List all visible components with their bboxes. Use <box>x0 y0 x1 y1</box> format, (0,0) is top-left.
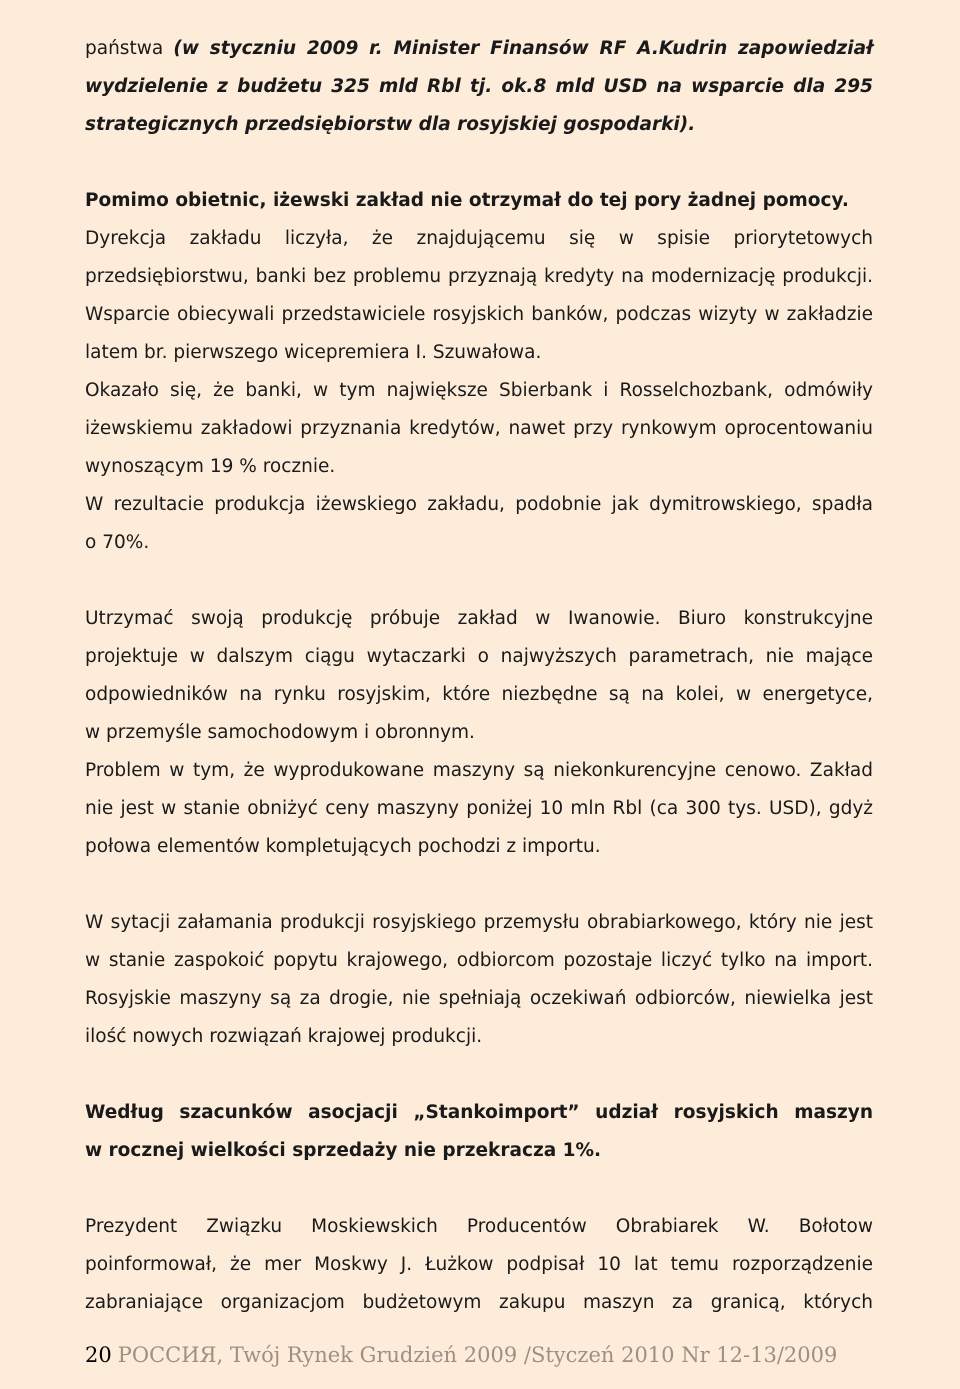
text-line: odpowiedników na rynku rosyjskim, które niezbędne są na kolei, w energetyce, <box>85 684 873 705</box>
text-line-bold: Pomimo obietnic, iżewski zakład nie otrzymał do tej pory żadnej pomocy. <box>85 190 849 211</box>
text-line: przedsiębiorstwu, banki bez problemu przyznają kredyty na modernizację produkcji. <box>85 266 873 287</box>
text-line: nie jest w stanie obniżyć ceny maszyny poniżej 10 mln Rbl (ca 300 tys. USD), gdyż <box>85 798 873 819</box>
document-body <box>85 30 873 1322</box>
paragraph-2 <box>85 182 873 562</box>
text-line: Rosyjskie maszyny są za drogie, nie spełniają oczekiwań odbiorców, niewielka jest <box>85 988 873 1009</box>
text-line: Prezydent Związku Moskiewskich Producentów Obrabiarek W. Bołotow <box>85 1216 873 1237</box>
paragraph-4 <box>85 904 873 1056</box>
text-line: zabraniające organizacjom budżetowym zakupu maszyn za granicą, których <box>85 1292 873 1313</box>
text-line: ilość nowych rozwiązań krajowej produkcji. <box>85 1026 483 1047</box>
text-line: strategicznych przedsiębiorstw dla rosyjskiej gospodarki). <box>85 114 696 135</box>
paragraph-3 <box>85 600 873 866</box>
text-line: projektuje w dalszym ciągu wytaczarki o najwyższych parametrach, nie mające <box>85 646 873 667</box>
text-span-bold-italic: (w styczniu 2009 r. Minister Finansów RF A.Kudrin zapowiedział <box>173 38 873 59</box>
text-line: połowa elementów kompletujących pochodzi z importu. <box>85 836 601 857</box>
text-line: W rezultacie produkcja iżewskiego zakładu, podobnie jak dymitrowskiego, spadła <box>85 494 873 515</box>
publication-title: РОССИЯ, Twój Rynek Grudzień 2009 /Styczeń 2010 Nr 12-13/2009 <box>117 1343 838 1367</box>
text-line-bold: Według szacunków asocjacji „Stankoimport” udział rosyjskich maszyn <box>85 1102 873 1123</box>
text-line: Okazało się, że banki, w tym największe Sbierbank i Rosselchozbank, odmówiły <box>85 380 873 401</box>
text-line: wynoszącym 19 % rocznie. <box>85 456 336 477</box>
text-line <box>85 30 873 68</box>
page-footer <box>85 1340 837 1370</box>
text-line: Wsparcie obiecywali przedstawiciele rosyjskich banków, podczas wizyty w zakładzie <box>85 304 873 325</box>
text-span: państwa <box>85 38 164 59</box>
text-line: latem br. pierwszego wicepremiera I. Szuwałowa. <box>85 342 542 363</box>
text-line: W sytacji załamania produkcji rosyjskiego przemysłu obrabiarkowego, który nie jest <box>85 912 873 933</box>
text-line: w stanie zaspokoić popytu krajowego, odbiorcom pozostaje liczyć tylko na import. <box>85 950 873 971</box>
paragraph-6 <box>85 1208 873 1322</box>
text-line: o 70%. <box>85 532 150 553</box>
paragraph-1 <box>85 30 873 144</box>
text-line: wydzielenie z budżetu 325 mld Rbl tj. ok.8 mld USD na wsparcie dla 295 <box>85 76 873 97</box>
text-line: iżewskiemu zakładowi przyznania kredytów, nawet przy rynkowym oprocentowaniu <box>85 418 873 439</box>
page-number: 20 <box>85 1343 112 1367</box>
paragraph-5 <box>85 1094 873 1170</box>
text-line: poinformował, że mer Moskwy J. Łużkow podpisał 10 lat temu rozporządzenie <box>85 1254 873 1275</box>
text-line: Utrzymać swoją produkcję próbuje zakład w Iwanowie. Biuro konstrukcyjne <box>85 608 873 629</box>
text-line-bold: w rocznej wielkości sprzedaży nie przekracza 1%. <box>85 1140 602 1161</box>
text-line: Problem w tym, że wyprodukowane maszyny są niekonkurencyjne cenowo. Zakład <box>85 760 873 781</box>
text-line: w przemyśle samochodowym i obronnym. <box>85 722 475 743</box>
text-line: Dyrekcja zakładu liczyła, że znajdującemu się w spisie priorytetowych <box>85 228 873 249</box>
